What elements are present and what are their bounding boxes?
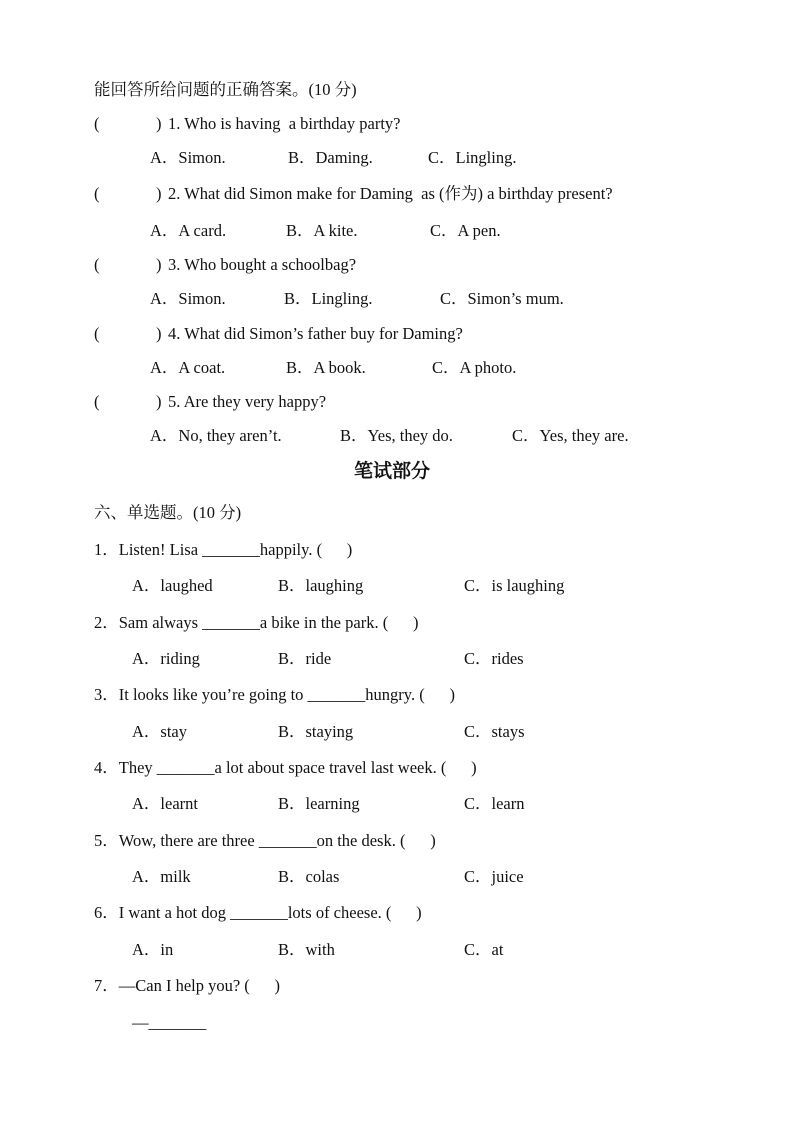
option-a: A．A coat. <box>150 358 226 377</box>
question-text: 7．—Can I help you? ( ) <box>94 976 281 995</box>
answer-paren-close: ) <box>156 392 162 411</box>
option-b: B．A book. <box>286 358 366 377</box>
option-a: A．Simon. <box>150 289 226 308</box>
option-c: C．Simon’s mum. <box>440 289 564 308</box>
question-text: 5. Are they very happy? <box>168 392 327 411</box>
answer-paren-open: ( <box>94 114 100 133</box>
option-a: A．milk <box>132 867 191 886</box>
option-c: C．rides <box>464 649 524 668</box>
answer-paren-open: ( <box>94 255 100 274</box>
answer-paren-open: ( <box>94 184 100 203</box>
option-c: C．learn <box>464 794 525 813</box>
answer-paren-close: ) <box>156 324 162 343</box>
question-text: 1. Who is having a birthday party? <box>168 114 401 133</box>
answer-paren-close: ) <box>156 184 162 203</box>
section-heading: 六、单选题。(10 分) <box>94 503 242 522</box>
option-b: B．learning <box>278 794 360 813</box>
option-a: A．stay <box>132 722 187 741</box>
option-b: B．Lingling. <box>284 289 373 308</box>
question-text: 2. What did Simon make for Daming as (作为) a birthday present? <box>168 184 613 203</box>
option-b: B．Yes, they do. <box>340 426 453 445</box>
option-b: B．colas <box>278 867 340 886</box>
option-a: A．A card. <box>150 221 227 240</box>
question-text: 3. Who bought a schoolbag? <box>168 255 357 274</box>
option-c: C．at <box>464 940 504 959</box>
answer-blank: —_______ <box>132 1013 207 1032</box>
option-b: B．with <box>278 940 335 959</box>
answer-paren-close: ) <box>156 255 162 274</box>
option-c: C．A pen. <box>430 221 501 240</box>
option-b: B．ride <box>278 649 332 668</box>
option-c: C．is laughing <box>464 576 565 595</box>
option-b: B．laughing <box>278 576 364 595</box>
question-text: 6．I want a hot dog _______lots of cheese. ( ) <box>94 903 422 922</box>
option-c: C．juice <box>464 867 524 886</box>
answer-paren-open: ( <box>94 324 100 343</box>
question-text: 4. What did Simon’s father buy for Daming? <box>168 324 463 343</box>
option-c: C．stays <box>464 722 525 741</box>
answer-paren-open: ( <box>94 392 100 411</box>
question-text: 4．They _______a lot about space travel last week. ( ) <box>94 758 477 777</box>
section-title: 笔试部分 <box>354 461 431 482</box>
question-text: 5．Wow, there are three _______on the desk. ( ) <box>94 831 436 850</box>
option-a: A．laughed <box>132 576 213 595</box>
answer-paren-close: ) <box>156 114 162 133</box>
section-intro: 能回答所给问题的正确答案。(10 分) <box>94 80 357 99</box>
option-a: A．Simon. <box>150 148 226 167</box>
question-text: 2．Sam always _______a bike in the park. ( ) <box>94 613 419 632</box>
option-c: C．A photo. <box>432 358 517 377</box>
question-text: 1．Listen! Lisa _______happily. ( ) <box>94 540 353 559</box>
option-a: A．No, they aren’t. <box>150 426 282 445</box>
option-b: B．A kite. <box>286 221 358 240</box>
option-a: A．learnt <box>132 794 198 813</box>
option-c: C．Yes, they are. <box>512 426 629 445</box>
option-a: A．riding <box>132 649 200 668</box>
question-text: 3．It looks like you’re going to _______hungry. ( ) <box>94 685 455 704</box>
option-b: B．staying <box>278 722 354 741</box>
option-a: A．in <box>132 940 174 959</box>
option-c: C．Lingling. <box>428 148 517 167</box>
option-b: B．Daming. <box>288 148 373 167</box>
